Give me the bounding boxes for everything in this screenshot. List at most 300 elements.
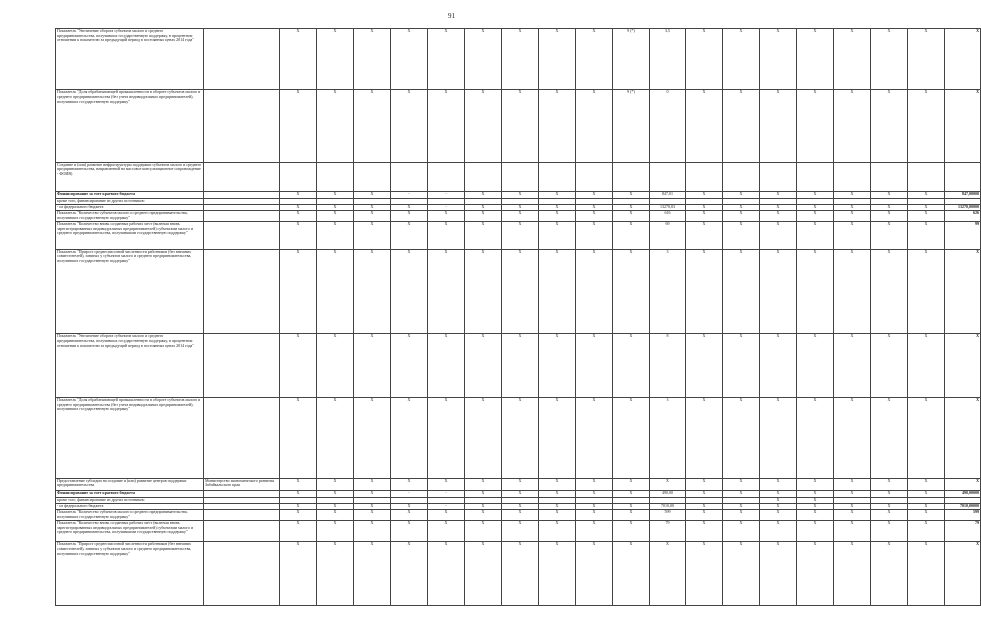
table-cell: X [723, 503, 760, 509]
table-cell: X [686, 542, 723, 606]
table-cell: - [428, 503, 465, 509]
table-cell: X [502, 222, 539, 250]
row-responsible [204, 510, 280, 521]
table-cell: X [834, 510, 871, 521]
table-cell: X [723, 542, 760, 606]
table-cell: X [539, 491, 576, 497]
table-cell [686, 162, 723, 192]
table-cell: X [539, 204, 576, 210]
table-cell: X [723, 491, 760, 497]
table-cell: X [539, 90, 576, 162]
table-cell: X [317, 510, 354, 521]
row-description: Показатель "Доля обрабатывающей промышленности в обороте субъектов малого и среднего предпринимательства (без учета индивидуальных предпринимателей), получивших государственную поддержку" [56, 90, 204, 162]
table-cell: X [280, 478, 317, 491]
table-cell: X [502, 192, 539, 198]
table-cell: X [391, 29, 428, 90]
page-number: 91 [448, 12, 455, 20]
table-cell: X [280, 398, 317, 479]
table-cell: X [391, 90, 428, 162]
table-cell: X [760, 334, 797, 398]
table-cell: X [280, 503, 317, 509]
table-cell: X [613, 478, 650, 491]
table-cell: X [502, 542, 539, 606]
table-cell: X [465, 542, 502, 606]
table-cell: X [391, 249, 428, 334]
table-cell: X [834, 398, 871, 479]
row-responsible [204, 29, 280, 90]
table-cell: X [391, 222, 428, 250]
table-cell: X [317, 491, 354, 497]
table-cell: X [502, 521, 539, 542]
table-cell-value [650, 162, 686, 192]
table-cell: X [834, 503, 871, 509]
table-cell: X [834, 211, 871, 222]
table-cell-value: 490,00 [650, 491, 686, 497]
table-cell: X [834, 521, 871, 542]
table-cell [539, 162, 576, 192]
table-cell: X [686, 204, 723, 210]
row-responsible: Министерство экономического развития Забайкальского края [204, 478, 280, 491]
table-cell: X [908, 90, 945, 162]
table-cell: X [686, 249, 723, 334]
table-cell: X [576, 398, 613, 479]
table-cell: X [834, 542, 871, 606]
table-cell: X [280, 491, 317, 497]
table-cell: X [317, 503, 354, 509]
table-cell: X [354, 503, 391, 509]
table-cell: X [871, 192, 908, 198]
table-cell: 9 (*) [613, 90, 650, 162]
table-cell: X [354, 211, 391, 222]
table-cell: X [908, 491, 945, 497]
table-row [56, 510, 981, 521]
table-cell: X [723, 192, 760, 198]
table-cell: X [465, 204, 502, 210]
table-cell: X [354, 510, 391, 521]
table-cell: X [280, 521, 317, 542]
table-cell: X [797, 503, 834, 509]
table-cell-value: 8 [650, 334, 686, 398]
table-cell: X [317, 398, 354, 479]
table-cell: X [465, 192, 502, 198]
table-cell: X [871, 334, 908, 398]
table-cell: X [317, 90, 354, 162]
table-row [56, 249, 981, 334]
table-cell: X [539, 510, 576, 521]
table-cell: X [797, 542, 834, 606]
table-cell: X [908, 542, 945, 606]
table-cell: X [871, 542, 908, 606]
table-cell: X [613, 521, 650, 542]
table-cell [613, 162, 650, 192]
table-cell [871, 162, 908, 192]
table-cell: X [760, 192, 797, 198]
table-cell: X [502, 334, 539, 398]
row-description: Создание и (или) развитие инфраструктуры поддержки субъектов малого и среднего предпринимательства, направленной на массовое консультационное сопровождение - ФОИВ) [56, 162, 204, 192]
table-cell-value: X [650, 542, 686, 606]
row-description: кроме того, финансирование из других источников: [56, 198, 204, 204]
table-cell: X [723, 398, 760, 479]
table-cell: X [760, 542, 797, 606]
table-cell: X [539, 334, 576, 398]
table-cell [797, 162, 834, 192]
table-cell: 9 (*) [613, 29, 650, 90]
row-description: Показатель "Количество субъектов малого и среднего предпринимательства, получивших государственную поддержку" [56, 510, 204, 521]
row-total: X [945, 542, 981, 606]
table-cell: X [797, 521, 834, 542]
table-row [56, 222, 981, 250]
row-total: X [945, 90, 981, 162]
table-cell: X [391, 521, 428, 542]
table-cell: X [354, 521, 391, 542]
table-cell: X [723, 521, 760, 542]
table-cell: X [576, 211, 613, 222]
table-cell: X [613, 503, 650, 509]
row-responsible [204, 249, 280, 334]
table-cell: X [686, 521, 723, 542]
table-cell: X [391, 211, 428, 222]
table-cell: - [391, 192, 428, 198]
table-cell: X [797, 29, 834, 90]
table-cell: X [576, 521, 613, 542]
table-cell: X [428, 211, 465, 222]
table-cell: X [908, 398, 945, 479]
row-total: X [945, 29, 981, 90]
table-cell [834, 162, 871, 192]
table-cell-value: 3 [650, 249, 686, 334]
table-cell: X [908, 249, 945, 334]
table-cell: X [539, 398, 576, 479]
table-cell: X [613, 334, 650, 398]
table-cell [317, 162, 354, 192]
table-cell-value: 0 [650, 90, 686, 162]
table-cell-value: 847,01 [650, 192, 686, 198]
table-cell [502, 162, 539, 192]
table-cell: X [576, 503, 613, 509]
table-cell: X [760, 211, 797, 222]
table-cell: X [871, 222, 908, 250]
table-cell: X [908, 192, 945, 198]
table-cell: X [539, 542, 576, 606]
table-cell: X [760, 478, 797, 491]
table-cell: X [871, 503, 908, 509]
table-cell: X [465, 478, 502, 491]
table-cell: X [686, 398, 723, 479]
table-cell: X [908, 204, 945, 210]
table-cell: X [797, 249, 834, 334]
table-cell: X [908, 510, 945, 521]
table-cell: X [391, 503, 428, 509]
table-cell: X [797, 491, 834, 497]
table-cell: X [871, 510, 908, 521]
table-cell: X [354, 90, 391, 162]
row-description: Показатель "Прирост среднесписочной численности работников (без внешних совместителей), занятых у субъектов малого и среднего предпринимательства, получивших государственную поддержку" [56, 542, 204, 606]
table-cell: X [354, 542, 391, 606]
table-cell: X [391, 478, 428, 491]
table-cell-value: 599 [650, 510, 686, 521]
table-cell: X [834, 204, 871, 210]
table-cell: X [391, 334, 428, 398]
row-responsible [204, 542, 280, 606]
table-cell: X [797, 192, 834, 198]
table-cell: X [613, 542, 650, 606]
table-cell [465, 162, 502, 192]
table-cell: X [354, 478, 391, 491]
table-cell: X [428, 90, 465, 162]
row-description: - из федерального бюджета [56, 503, 204, 509]
table-cell: X [797, 497, 834, 503]
table-cell-value: 7010,00 [650, 503, 686, 509]
row-total: 847,00000 [945, 192, 981, 198]
table-cell: X [908, 211, 945, 222]
table-cell: X [317, 249, 354, 334]
table-cell: X [502, 204, 539, 210]
table-cell: X [502, 398, 539, 479]
table-cell: X [502, 249, 539, 334]
table-cell [576, 162, 613, 192]
row-responsible [204, 222, 280, 250]
table-cell: X [723, 334, 760, 398]
table-cell: X [834, 249, 871, 334]
table-cell: X [613, 222, 650, 250]
table-cell: X [834, 29, 871, 90]
table-cell: X [723, 90, 760, 162]
table-cell: X [354, 491, 391, 497]
table-cell: X [576, 90, 613, 162]
table-cell: X [576, 478, 613, 491]
table-cell [908, 162, 945, 192]
table-cell: X [428, 478, 465, 491]
table-cell: X [502, 491, 539, 497]
table-cell: X [280, 192, 317, 198]
table-cell: X [576, 510, 613, 521]
table-cell-value: 79 [650, 521, 686, 542]
table-cell: X [760, 503, 797, 509]
table-cell [280, 162, 317, 192]
table-cell: X [428, 29, 465, 90]
table-cell: X [797, 90, 834, 162]
row-responsible [204, 521, 280, 542]
table-cell: X [871, 90, 908, 162]
row-total: 626 [945, 211, 981, 222]
row-total: X [945, 249, 981, 334]
table-cell: X [686, 491, 723, 497]
table-cell: X [354, 204, 391, 210]
table-cell [391, 162, 428, 192]
table-cell: X [760, 491, 797, 497]
table-cell: X [317, 222, 354, 250]
row-total: 7010,00000 [945, 503, 981, 509]
table-cell: X [871, 521, 908, 542]
table-cell-value: 13270,03 [650, 204, 686, 210]
table-cell: X [723, 510, 760, 521]
table-cell-value: 3,5 [650, 29, 686, 90]
table-cell: X [428, 249, 465, 334]
table-cell: X [539, 503, 576, 509]
program-table [55, 28, 981, 606]
table-cell: X [686, 29, 723, 90]
table-cell: X [354, 398, 391, 479]
table-cell: X [465, 491, 502, 497]
row-description: Показатель "Увеличение оборота субъектов малого и среднего предпринимательства, получивших государственную поддержку, в процентном отношении к показателю за предыдущий период в постоянных ценах 2014 года" [56, 334, 204, 398]
table-cell: X [760, 249, 797, 334]
table-cell: X [686, 334, 723, 398]
table-cell-value: 69 [650, 222, 686, 250]
table-cell: X [354, 334, 391, 398]
table-cell: X [428, 334, 465, 398]
table-cell: X [354, 29, 391, 90]
table-cell: X [834, 192, 871, 198]
row-description: Показатель "Увеличение оборота субъектов малого и среднего предпринимательства, получивших государственную поддержку, в процентном отношении к показателю за предыдущий период в постоянных ценах 2014 года" [56, 29, 204, 90]
table-cell: X [834, 222, 871, 250]
table-cell: X [354, 192, 391, 198]
table-cell: X [908, 503, 945, 509]
row-total: 79 [945, 521, 981, 542]
table-cell: X [760, 510, 797, 521]
table-cell: X [908, 334, 945, 398]
table-cell: X [465, 398, 502, 479]
table-cell-value: X [650, 478, 686, 491]
table-cell: X [723, 211, 760, 222]
table-cell: X [502, 29, 539, 90]
table-cell: X [539, 192, 576, 198]
table-cell: X [871, 249, 908, 334]
table-cell: X [539, 478, 576, 491]
table-cell [723, 162, 760, 192]
table-cell: X [354, 249, 391, 334]
table-cell: X [502, 503, 539, 509]
table-cell: X [576, 249, 613, 334]
row-description: Предоставление субсидии на создание и (или) развитие центров поддержки предпринимательства [56, 478, 204, 491]
table-cell: X [280, 29, 317, 90]
table-cell: X [280, 222, 317, 250]
table-cell: X [539, 222, 576, 250]
row-responsible [204, 211, 280, 222]
table-cell: X [576, 542, 613, 606]
table-cell: X [797, 398, 834, 479]
table-cell: X [502, 90, 539, 162]
table-cell: X [539, 521, 576, 542]
row-responsible [204, 162, 280, 192]
table-cell: X [576, 334, 613, 398]
table-cell: X [280, 542, 317, 606]
table-cell: X [465, 249, 502, 334]
row-total: 99 [945, 222, 981, 250]
table-row [56, 29, 981, 90]
table-cell-value: 3 [650, 398, 686, 479]
table-cell: X [391, 542, 428, 606]
table-cell: X [797, 478, 834, 491]
row-description: Финансирование за счет краевого бюджета [56, 192, 204, 198]
table-cell: X [760, 29, 797, 90]
table-cell: X [686, 211, 723, 222]
table-cell: X [613, 192, 650, 198]
table-cell: X [428, 222, 465, 250]
table-cell: X [908, 29, 945, 90]
table-cell: X [760, 204, 797, 210]
table-cell: X [465, 334, 502, 398]
table-cell: X [539, 211, 576, 222]
table-cell: - [428, 491, 465, 497]
table-cell: X [576, 29, 613, 90]
table-cell: X [280, 204, 317, 210]
table-cell: X [871, 398, 908, 479]
table-cell: X [723, 29, 760, 90]
table-cell: X [280, 510, 317, 521]
row-total [945, 162, 981, 192]
table-cell: X [391, 510, 428, 521]
table-cell: X [834, 478, 871, 491]
table-cell: X [613, 510, 650, 521]
table-cell: X [760, 521, 797, 542]
row-description: - из федерального бюджета [56, 204, 204, 210]
table-cell: X [576, 204, 613, 210]
table-cell: X [871, 29, 908, 90]
table-cell: X [465, 510, 502, 521]
table-cell-value: 616 [650, 211, 686, 222]
table-cell: X [502, 510, 539, 521]
table-cell: X [317, 521, 354, 542]
table-cell: X [613, 398, 650, 479]
table-cell: X [576, 222, 613, 250]
table-cell: X [797, 211, 834, 222]
table-row [56, 90, 981, 162]
table-cell [428, 162, 465, 192]
table-cell: X [280, 211, 317, 222]
table-cell: X [502, 478, 539, 491]
table-row [56, 398, 981, 479]
table-cell: X [465, 222, 502, 250]
table-cell: X [908, 222, 945, 250]
table-cell: X [428, 521, 465, 542]
table-cell: X [686, 478, 723, 491]
table-cell: X [686, 90, 723, 162]
table-cell: X [760, 497, 797, 503]
row-description: Показатель "Количество вновь созданных рабочих мест (включая вновь зарегистрированных индивидуальных предпринимателей) субъектами малого и среднего предпринимательства, получившими государственную поддержку" [56, 222, 204, 250]
table-cell: - [428, 192, 465, 198]
row-total: X [945, 334, 981, 398]
table-cell: X [280, 249, 317, 334]
row-total: X [945, 478, 981, 491]
table-row [56, 521, 981, 542]
table-cell: X [317, 542, 354, 606]
table-cell: X [465, 211, 502, 222]
row-responsible [204, 90, 280, 162]
row-description: кроме того, финансирование из других источников: [56, 497, 204, 503]
table-cell: X [428, 542, 465, 606]
row-total: 599 [945, 510, 981, 521]
table-cell: X [686, 510, 723, 521]
table-cell: X [317, 334, 354, 398]
table-cell: X [797, 204, 834, 210]
table-cell: X [760, 222, 797, 250]
row-responsible [204, 398, 280, 479]
table-cell: X [613, 491, 650, 497]
table-cell: X [723, 249, 760, 334]
table-cell: X [354, 222, 391, 250]
table-cell: X [871, 211, 908, 222]
table-cell: X [465, 29, 502, 90]
table-cell: X [908, 478, 945, 491]
table-cell: X [428, 398, 465, 479]
table-row [56, 542, 981, 606]
table-cell: X [317, 211, 354, 222]
table-cell: X [797, 222, 834, 250]
table-cell: X [613, 249, 650, 334]
table-cell: X [797, 334, 834, 398]
table-cell: X [502, 211, 539, 222]
row-responsible [204, 334, 280, 398]
